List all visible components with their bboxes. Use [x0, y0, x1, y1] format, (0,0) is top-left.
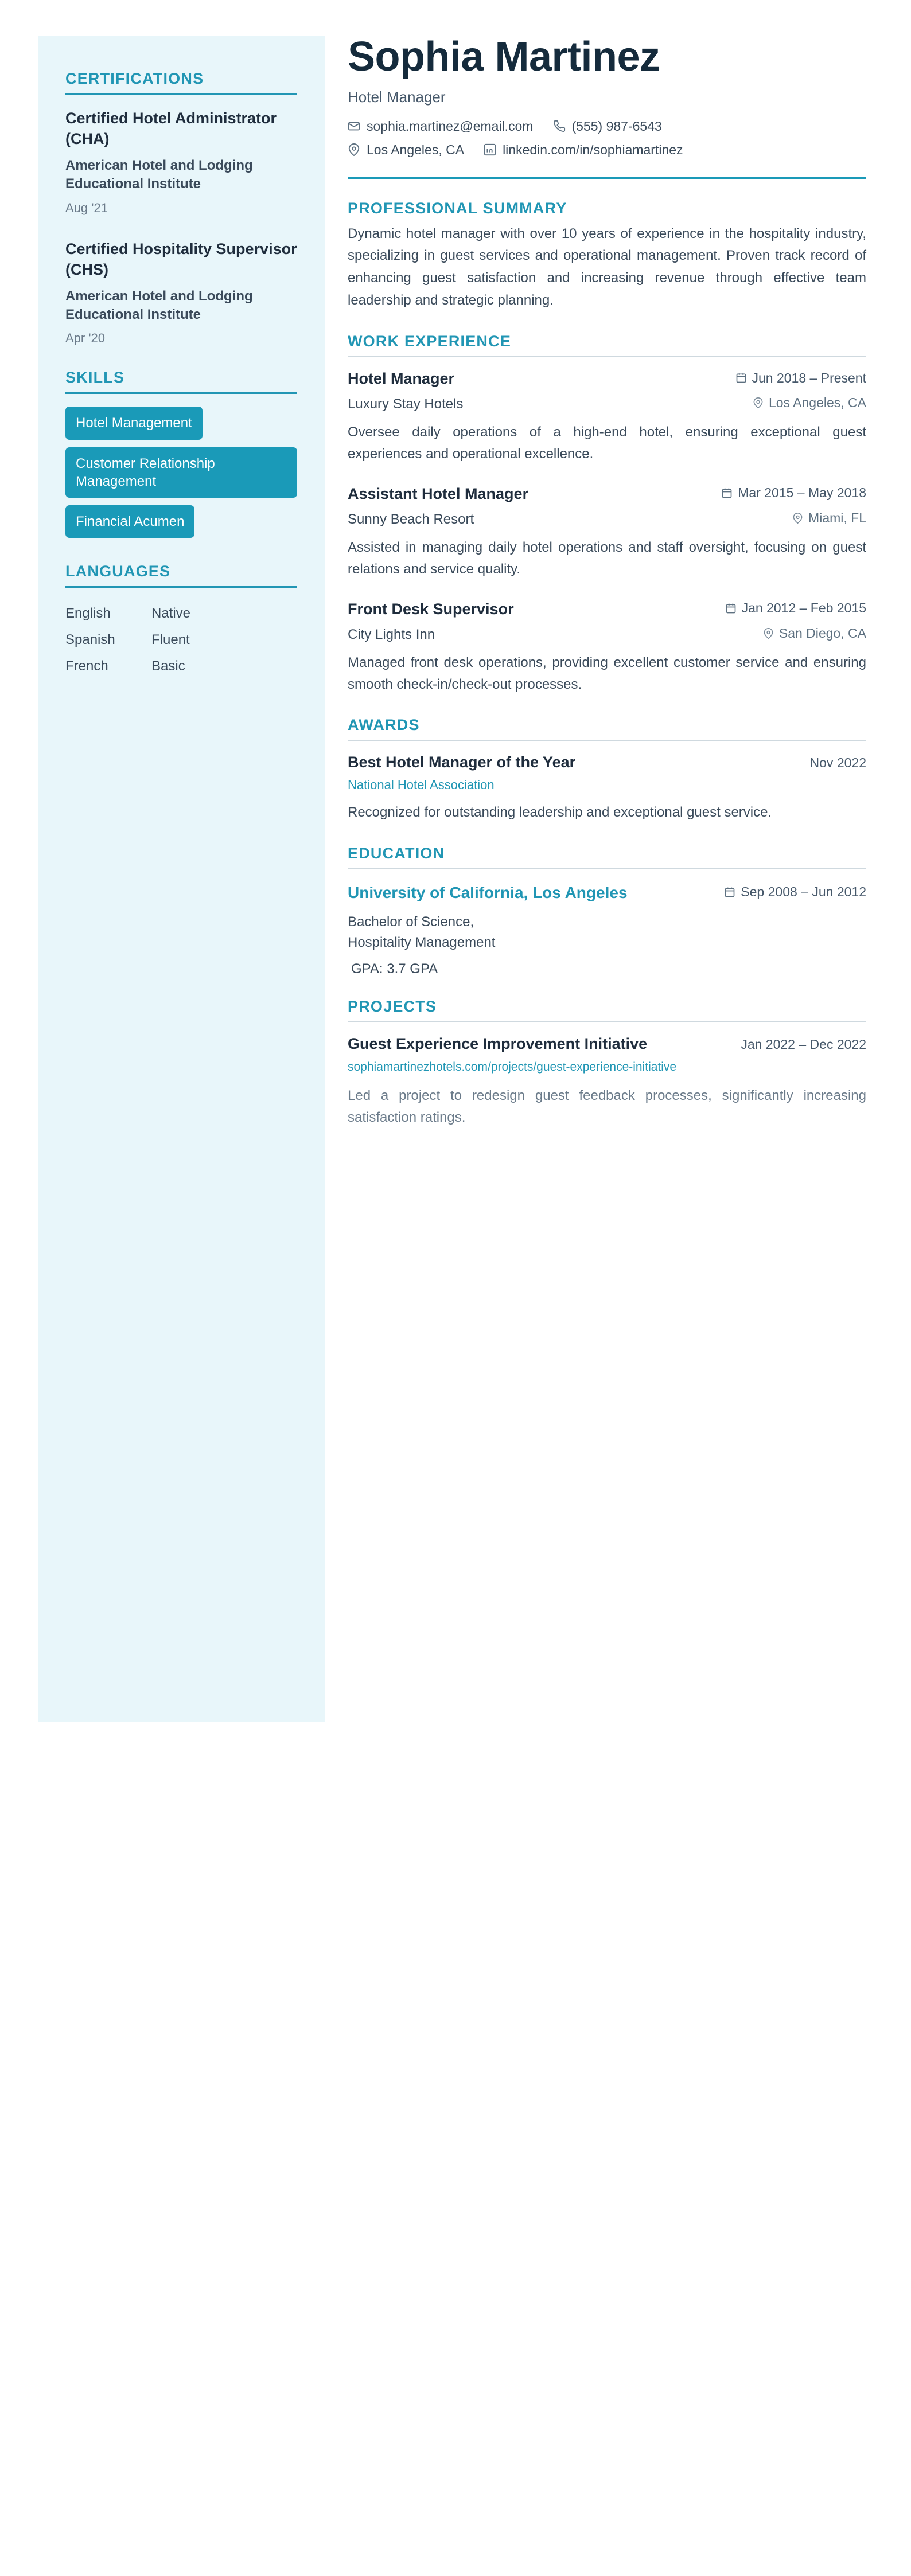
contact-linkedin-text: linkedin.com/in/sophiamartinez [503, 142, 683, 157]
work-location [753, 395, 866, 411]
education-entry [348, 882, 866, 977]
divider-languages [65, 586, 297, 588]
award-entry-header [348, 754, 866, 771]
section-title-certifications: CERTIFICATIONS [65, 70, 204, 87]
section-title-awards: AWARDS [348, 716, 420, 734]
location-pin-icon [753, 397, 764, 408]
project-entry [348, 1035, 866, 1129]
certification-item [65, 108, 297, 216]
project-link[interactable]: sophiamartinezhotels.com/projects/guest-experience-initiative [348, 1060, 677, 1074]
calendar-icon [725, 603, 737, 614]
work-date [735, 370, 866, 386]
education-gpa: GPA: 3.7 GPA [351, 961, 438, 977]
section-title-skills: SKILLS [65, 369, 125, 387]
certification-date: Apr '20 [65, 331, 106, 346]
contact-row [348, 119, 866, 139]
calendar-icon [724, 887, 735, 898]
languages-table [65, 600, 297, 680]
certification-org: American Hotel and Lodging Educational Institute [65, 157, 253, 192]
work-entry-header [348, 600, 866, 618]
education-degree: Bachelor of Science, [348, 914, 474, 930]
linkedin-icon [484, 143, 496, 156]
section-title-summary: PROFESSIONAL SUMMARY [348, 199, 567, 217]
work-location-text: Los Angeles, CA [768, 395, 866, 411]
location-pin-icon [792, 513, 803, 524]
phone-icon [553, 120, 566, 132]
education-entry-header [348, 882, 866, 904]
work-date [721, 485, 866, 501]
section-title-projects: PROJECTS [348, 997, 437, 1015]
education-field: Hospitality Management [348, 934, 496, 950]
education-school: University of California, Los Angeles [348, 883, 628, 901]
work-location [792, 510, 866, 526]
award-org: National Hotel Association [348, 778, 495, 793]
main-column [325, 36, 866, 1149]
location-pin-icon [348, 143, 360, 156]
work-description: Assisted in managing daily hotel operations and staff oversight, focusing on guest relations and service quality. [348, 539, 866, 577]
work-location-text: San Diego, CA [778, 625, 866, 641]
work-entry-header [348, 485, 866, 503]
work-date-text: Jan 2012 – Feb 2015 [741, 600, 866, 616]
candidate-name: Sophia Martinez [348, 34, 660, 80]
work-entry-subheader [348, 626, 866, 643]
header-divider [348, 177, 866, 179]
certification-date: Aug '21 [65, 200, 108, 215]
project-name: Guest Experience Improvement Initiative [348, 1035, 648, 1052]
skill-chip: Financial Acumen [65, 505, 194, 538]
candidate-job-title: Hotel Manager [348, 88, 446, 106]
work-company: Sunny Beach Resort [348, 511, 474, 527]
education-date-text: Sep 2008 – Jun 2012 [741, 884, 866, 900]
work-date-text: Mar 2015 – May 2018 [738, 485, 866, 501]
skills-list [65, 407, 297, 545]
work-date-text: Jun 2018 – Present [752, 370, 866, 385]
project-date: Jan 2022 – Dec 2022 [741, 1036, 866, 1052]
award-name: Best Hotel Manager of the Year [348, 754, 576, 771]
work-date [725, 600, 866, 616]
contact-email-text: sophia.martinez@email.com [367, 118, 534, 134]
work-entry [348, 370, 866, 466]
divider-education [348, 868, 866, 869]
education-date [724, 884, 866, 900]
skill-chip: Hotel Management [65, 407, 203, 439]
calendar-icon [721, 487, 733, 499]
language-level: Basic [151, 658, 185, 674]
certification-name: Certified Hotel Administrator (CHA) [65, 110, 277, 148]
certification-name: Certified Hospitality Supervisor (CHS) [65, 240, 297, 279]
work-location [763, 626, 866, 641]
location-pin-icon [763, 628, 774, 639]
divider-work-experience [348, 356, 866, 357]
contact-location-text: Los Angeles, CA [367, 142, 465, 157]
contact-email[interactable] [348, 119, 534, 134]
section-title-work-experience: WORK EXPERIENCE [348, 333, 512, 350]
award-entry [348, 754, 866, 823]
project-description: Led a project to redesign guest feedback processes, significantly increasing satisfaction ratings. [348, 1088, 866, 1126]
calendar-icon [735, 372, 747, 384]
language-name: English [65, 606, 111, 622]
language-level: Native [151, 606, 191, 622]
divider-awards [348, 740, 866, 741]
work-entry-header [348, 370, 866, 388]
work-entry-subheader [348, 395, 866, 412]
contact-phone-text: (555) 987-6543 [571, 118, 662, 134]
work-company: City Lights Inn [348, 626, 435, 642]
language-row [65, 627, 297, 653]
work-location-text: Miami, FL [808, 510, 866, 525]
work-company: Luxury Stay Hotels [348, 396, 464, 412]
certification-org: American Hotel and Lodging Educational Institute [65, 288, 253, 322]
work-role: Hotel Manager [348, 370, 455, 388]
contact-phone[interactable] [553, 119, 662, 134]
work-role: Assistant Hotel Manager [348, 485, 529, 502]
work-entry [348, 600, 866, 696]
section-title-education: EDUCATION [348, 844, 445, 862]
award-date [810, 755, 866, 771]
language-row [65, 600, 297, 627]
work-entry [348, 485, 866, 581]
work-role: Front Desk Supervisor [348, 600, 514, 618]
award-date-text: Nov 2022 [809, 755, 866, 771]
divider-certifications [65, 93, 297, 95]
work-entry-subheader [348, 510, 866, 528]
language-name: French [65, 658, 108, 674]
work-description: Managed front desk operations, providing excellent customer service and ensuring smooth check-in/check-out processes. [348, 654, 866, 693]
award-description: Recognized for outstanding leadership and exceptional guest service. [348, 805, 772, 821]
contact-linkedin[interactable] [484, 142, 683, 158]
project-entry-header [348, 1035, 866, 1053]
work-description: Oversee daily operations of a high-end hotel, ensuring exceptional guest experiences and operational excellence. [348, 424, 866, 462]
skill-chip: Customer Relationship Management [65, 447, 297, 498]
section-title-languages: LANGUAGES [65, 563, 171, 580]
certification-item [65, 239, 297, 346]
envelope-icon [348, 120, 360, 132]
divider-skills [65, 392, 297, 394]
language-level: Fluent [151, 632, 190, 648]
contact-row-secondary [348, 142, 866, 162]
summary-text: Dynamic hotel manager with over 10 years of experience in the hospitality industry, specializing in guest services and operational management. Proven track record of enhancing guest satisfaction and increasing revenue through effective team leadership and strategic planning. [348, 225, 866, 309]
language-name: Spanish [65, 632, 115, 648]
language-row [65, 653, 297, 680]
divider-projects [348, 1021, 866, 1022]
contact-location [348, 142, 464, 158]
sidebar [38, 36, 325, 1722]
